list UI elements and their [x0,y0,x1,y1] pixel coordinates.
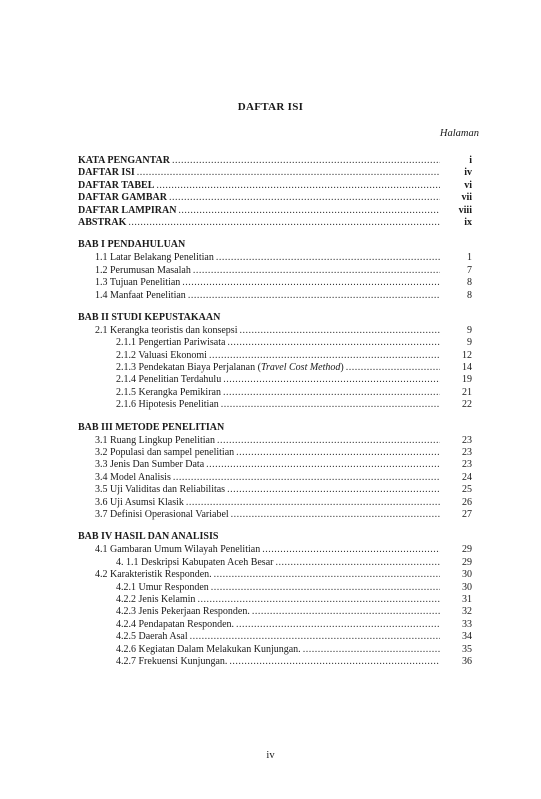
page-number: iv [266,750,275,761]
toc-entry: 1.3 Tujuan Penelitian ..... 8 [78,277,472,289]
table-of-contents [78,155,472,668]
toc-entry: 4.2.6 Kegiatan Dalam Melakukan Kunjungan. ..... 35 [78,644,472,656]
toc-entry: 4.2.3 Jenis Pekerjaan Responden. ..... 32 [78,606,472,618]
toc-entry: 4.2.5 Daerah Asal ..... 34 [78,631,472,643]
toc-entry: 3.3 Jenis Dan Sumber Data ..... 23 [78,459,472,471]
toc-entry-daftar-lampiran: DAFTAR LAMPIRAN ..... viii [78,205,472,217]
toc-entry-daftar-gambar: DAFTAR GAMBAR ..... vii [78,192,472,204]
toc-entry-abstrak: ABSTRAK ..... ix [78,217,472,229]
toc-entry: 3.6 Uji Asumsi Klasik ..... 26 [78,497,472,509]
toc-entry: 2.1.5 Kerangka Pemikiran ..... 21 [78,387,472,399]
toc-entry: 4.2.1 Umur Responden ..... 30 [78,582,472,594]
chapter-heading-bab1: BAB I PENDAHULUAN [78,239,186,251]
toc-entry: 4.2.7 Frekuensi Kunjungan. ..... 36 [78,656,472,668]
chapter-heading-bab2: BAB II STUDI KEPUSTAKAAN [78,311,221,323]
toc-entry-daftar-tabel: DAFTAR TABEL ..... vi [78,180,472,192]
toc-entry: 1.2 Perumusan Masalah ..... 7 [78,265,472,277]
toc-entry: 4.2.4 Pendapatan Responden. ..... 33 [78,619,472,631]
toc-entry: 4.2.2 Jenis Kelamin ..... 31 [78,594,472,606]
toc-entry: 3.5 Uji Validitas dan Reliabilitas ..... 25 [78,484,472,496]
toc-title: DAFTAR ISI [237,101,304,113]
toc-entry: 3.2 Populasi dan sampel penelitian ..... 23 [78,447,472,459]
toc-entry: 2.1.1 Pengertian Pariwisata ..... 9 [78,337,472,349]
toc-entry: 2.1 Kerangka teoristis dan konsepsi ..... 9 [78,325,472,337]
toc-entry: 1.4 Manfaat Penelitian ..... 8 [78,290,472,302]
halaman-label: Halaman [439,128,479,139]
toc-entry: 4. 1.1 Deskripsi Kabupaten Aceh Besar ..... 29 [78,557,472,569]
toc-entry: 3.1 Ruang Lingkup Penelitian ..... 23 [78,435,472,447]
toc-entry: 2.1.3 Pendekatan Biaya Perjalanan (Travel Cost Method) ..... 14 [78,362,472,374]
toc-entry: 3.7 Definisi Operasional Variabel ..... 27 [78,509,472,521]
toc-entry: 2.1.4 Penelitian Terdahulu ..... 19 [78,374,472,386]
toc-entry-daftar-isi: DAFTAR ISI ..... iv [78,167,472,179]
toc-entry: 2.1.2 Valuasi Ekonomi ..... 12 [78,350,472,362]
toc-entry: 4.1 Gambaran Umum Wilayah Penelitian ..... 29 [78,544,472,556]
toc-entry: 1.1 Latar Belakang Penelitian ..... 1 [78,252,472,264]
toc-entry: 3.4 Model Analisis ..... 24 [78,472,472,484]
chapter-heading-bab4: BAB IV HASIL DAN ANALISIS [78,531,219,543]
toc-entry: 2.1.6 Hipotesis Penelitian ..... 22 [78,399,472,411]
toc-entry: 4.2 Karakteristik Responden. ..... 30 [78,569,472,581]
chapter-heading-bab3: BAB III METODE PENELITIAN [78,421,225,433]
toc-entry-kata-pengantar: KATA PENGANTAR ..... i [78,155,472,167]
